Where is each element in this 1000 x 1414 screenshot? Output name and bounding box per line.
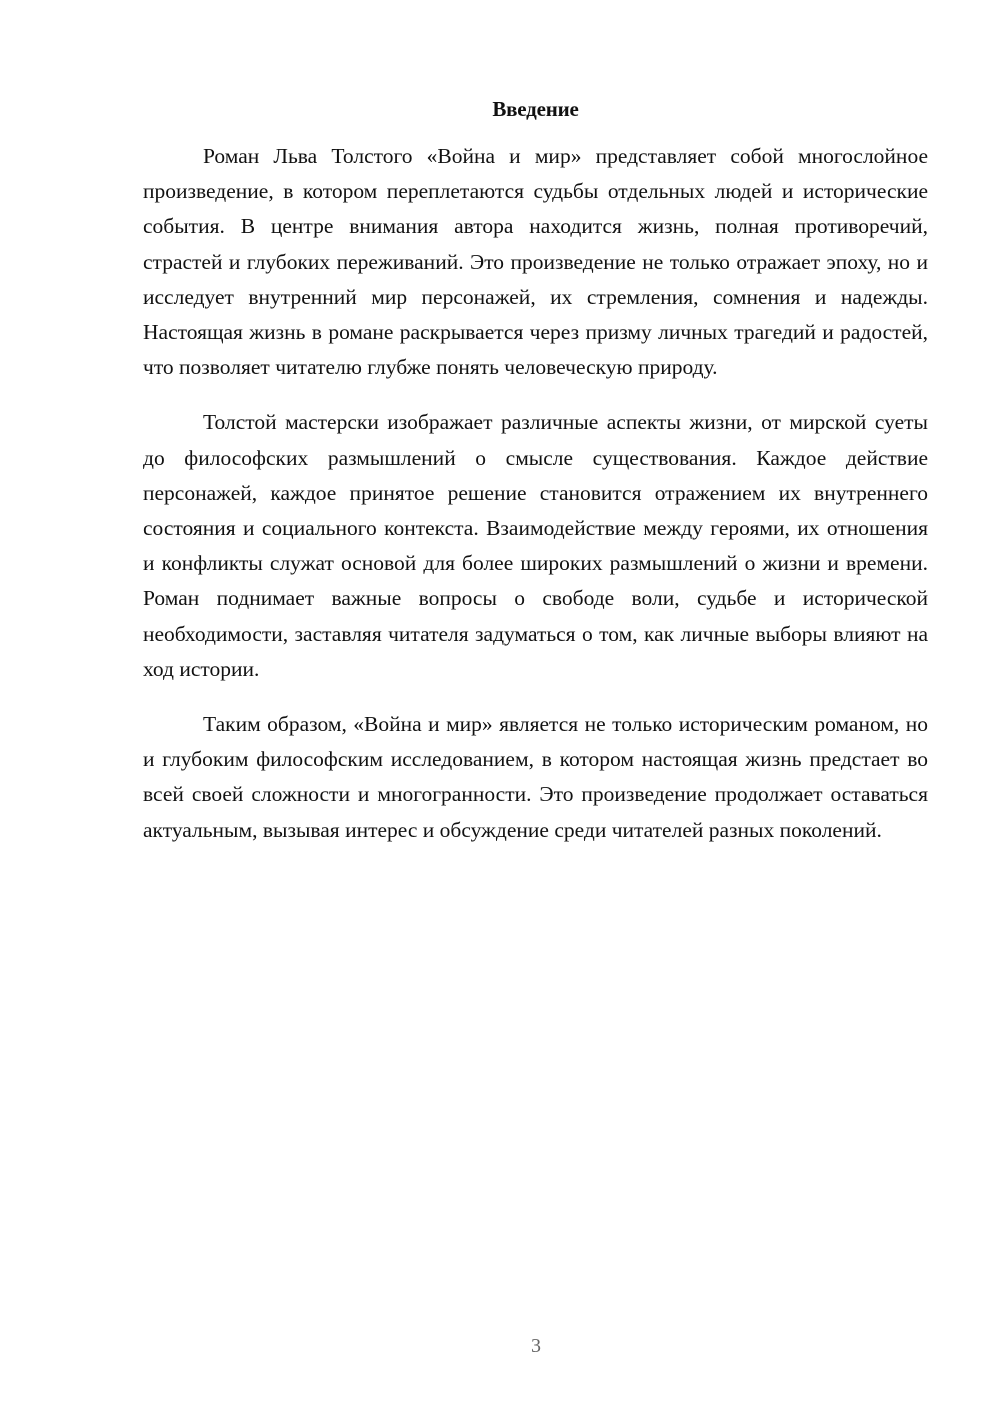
section-title: Введение xyxy=(492,97,579,121)
page-number: 3 xyxy=(531,1335,541,1357)
page-content xyxy=(143,94,928,868)
paragraph-3: Таким образом, «Война и мир» является не только историческим романом, но и глубоким философским исследованием, в котором настоящая жизнь предстает во всей своей сложности и многогранности. Это произведение продолжает оставаться актуальным, вызывая интерес и обсуждение среди читателей разных поколений. xyxy=(143,712,928,842)
paragraph-1: Роман Льва Толстого «Война и мир» представляет собой многослойное произведение, в котором переплетаются судьбы отдельных людей и исторические события. В центре внимания автора находится жизнь, полная противоречий, страстей и глубоких переживаний. Это произведение не только отражает эпоху, но и исследует внутренний мир персонажей, их стремления, сомнения и надежды. Настоящая жизнь в романе раскрывается через призму личных трагедий и радостей, что позволяет читателю глубже понять человеческую природу. xyxy=(143,144,928,380)
paragraph-2: Толстой мастерски изображает различные аспекты жизни, от мирской суеты до философских размышлений о смысле существования. Каждое действие персонажей, каждое принятое решение становится отражением их внутреннего состояния и социального контекста. Взаимодействие между героями, их отношения и конфликты служат основой для более широких размышлений о жизни и времени. Роман поднимает важные вопросы о свободе воли, судьбе и исторической необходимости, заставляя читателя задуматься о том, как личные выборы влияют на ход истории. xyxy=(143,410,928,681)
